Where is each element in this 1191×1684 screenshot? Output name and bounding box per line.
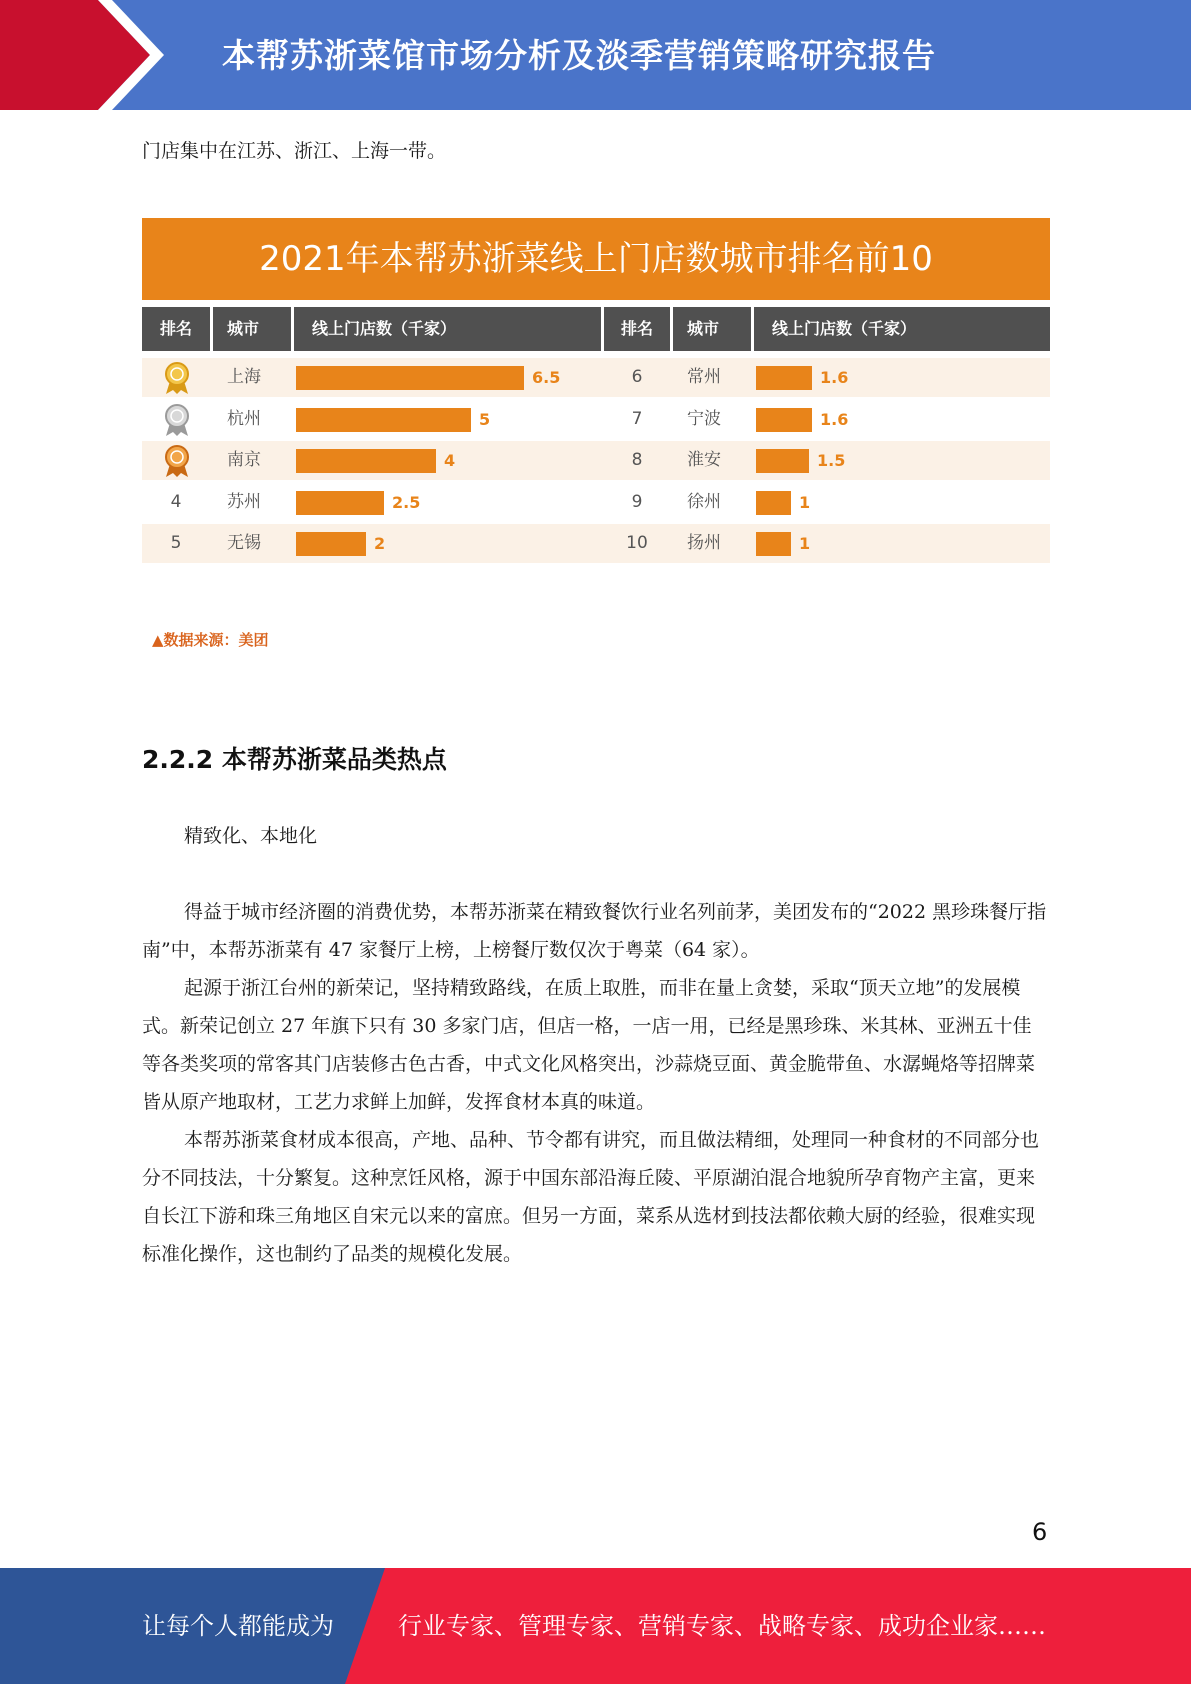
city-label: 苏州 — [227, 491, 261, 512]
bar-杭州 — [296, 408, 471, 432]
city-label: 常州 — [687, 367, 721, 387]
bar-无锡 — [296, 532, 366, 556]
bar-宁波 — [756, 408, 812, 432]
bar-淮安 — [756, 449, 809, 473]
rank-label: 10 — [626, 533, 648, 553]
page-header — [0, 0, 1191, 110]
rank-label: 7 — [631, 408, 643, 429]
col-header-stores-right: 线上门店数（千家） — [754, 307, 1050, 351]
table-row — [142, 400, 1050, 439]
section-heading: 2.2.2 本帮苏浙菜品类热点 — [142, 745, 447, 774]
bar-苏州 — [296, 491, 384, 515]
city-label: 无锡 — [227, 533, 261, 553]
rank-label: 9 — [631, 491, 643, 512]
col-header-city-right: 城市 — [673, 307, 751, 351]
table-row — [142, 524, 1050, 563]
footer-slogan-left: 让每个人都能成为 — [142, 1612, 334, 1640]
bar-扬州 — [756, 532, 791, 556]
paragraph-1: 得益于城市经济圈的消费优势，本帮苏浙菜在精致餐饮行业名列前茅，美团发布的“2022 黑珍珠餐厅指南”中，本帮苏浙菜有 47 家餐厅上榜，上榜餐厅数仅次于粤菜（64 家）。 — [142, 901, 1047, 961]
city-label: 扬州 — [687, 533, 721, 553]
page-number: 6 — [1032, 1518, 1048, 1546]
data-source-note: ▲数据来源：美团 — [152, 631, 269, 649]
city-label: 上海 — [227, 367, 261, 387]
value-label: 2.5 — [392, 492, 421, 512]
figure-title: 2021年本帮苏浙菜线上门店数城市排名前10 — [142, 218, 1050, 300]
city-label: 徐州 — [687, 491, 721, 512]
value-label: 4 — [444, 451, 456, 470]
silver-medal-icon — [162, 403, 192, 437]
col-header-rank-right: 排名 — [604, 307, 670, 351]
rank-label: 5 — [170, 533, 182, 553]
report-title: 本帮苏浙菜馆市场分析及淡季营销策略研究报告 — [222, 36, 936, 75]
col-header-rank-left: 排名 — [142, 307, 210, 351]
paragraph-2: 起源于浙江台州的新荣记，坚持精致路线，在质上取胜，而非在量上贪婪，采取“顶天立地”的发展模式。新荣记创立 27 年旗下只有 30 多家门店，但店一格，一店一用，已经是黑珍珠、米其林、亚洲五十佳等各类奖项的常客其门店装修古色古香，中式文化风格突出，沙蒜烧豆面、黄金脆带鱼、水潺蝇烙等招牌菜皆从原产地取材，工艺力求鲜上加鲜，发挥食材本真的味道。 — [142, 977, 1036, 1113]
value-label: 1.5 — [817, 451, 846, 470]
bar-徐州 — [756, 491, 791, 515]
bronze-medal-icon — [162, 444, 192, 478]
ranking-figure — [142, 218, 1050, 568]
rank-label: 8 — [631, 450, 643, 470]
city-label: 南京 — [227, 450, 261, 470]
bar-常州 — [756, 366, 812, 390]
value-label: 1.6 — [820, 409, 849, 429]
gold-medal-icon — [162, 361, 192, 395]
bar-上海 — [296, 366, 524, 390]
rank-label: 6 — [631, 367, 643, 387]
col-header-stores-left: 线上门店数（千家） — [294, 307, 601, 351]
value-label: 1.6 — [820, 368, 849, 387]
table-row — [142, 358, 1050, 397]
paragraph-3: 本帮苏浙菜食材成本很高，产地、品种、节令都有讲究，而且做法精细，处理同一种食材的不同部分也分不同技法，十分繁复。这种烹饪风格，源于中国东部沿海丘陵、平原湖泊混合地貌所孕育物产主富，更来自长江下游和珠三角地区自宋元以来的富庶。但另一方面，菜系从选材到技法都依赖大厨的经验，很难实现标准化操作，这也制约了品类的规模化发展。 — [142, 1129, 1040, 1265]
value-label: 1 — [799, 534, 811, 553]
city-label: 淮安 — [687, 450, 721, 470]
value-label: 2 — [374, 534, 386, 553]
value-label: 5 — [479, 409, 491, 429]
bar-南京 — [296, 449, 436, 473]
page-footer — [0, 1568, 1191, 1684]
value-label: 1 — [799, 492, 811, 512]
city-label: 宁波 — [687, 408, 721, 429]
table-row — [142, 483, 1050, 522]
table-row — [142, 441, 1050, 480]
sub-heading: 精致化、本地化 — [184, 825, 318, 847]
col-header-city-left: 城市 — [213, 307, 291, 351]
footer-slogan-right: 行业专家、管理专家、营销专家、战略专家、成功企业家…… — [398, 1612, 1046, 1640]
rank-label: 4 — [170, 491, 182, 512]
value-label: 6.5 — [532, 368, 561, 387]
city-label: 杭州 — [227, 408, 261, 429]
intro-line: 门店集中在江苏、浙江、上海一带。 — [142, 140, 447, 162]
